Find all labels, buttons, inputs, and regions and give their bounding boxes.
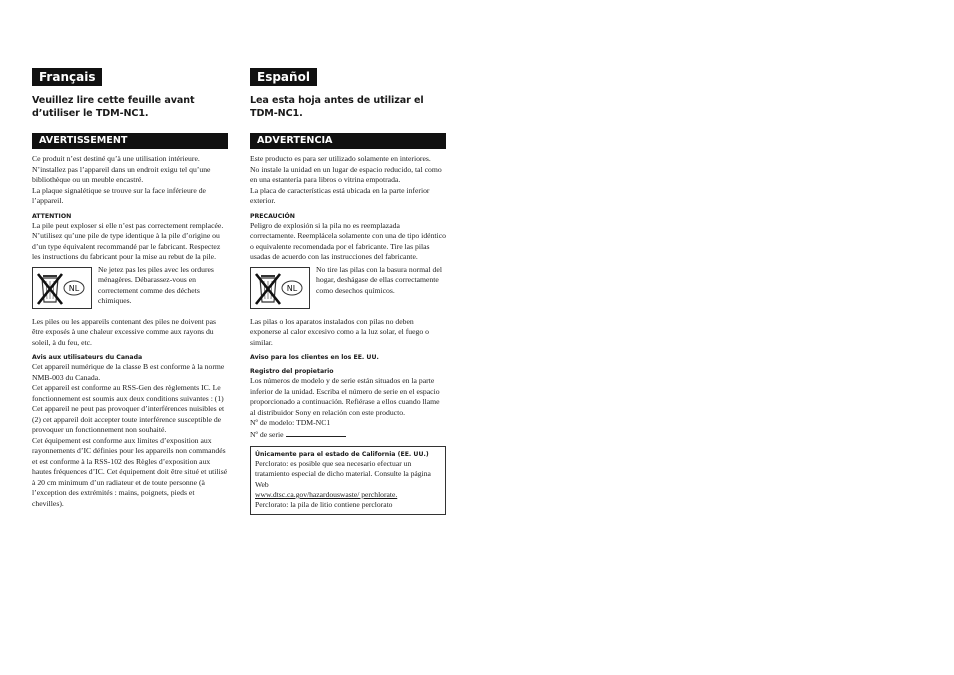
french-column [32,68,228,509]
crossed-bin-icon [250,267,310,309]
warning-paragraph: N’installez pas l’appareil dans un endroit exigu tel qu’une bibliothèque ou un meuble encastré. [32,164,211,184]
canada-paragraph: Cet appareil est conforme au RSS-Gen des règlements IC. Le fonctionnement est soumis aux deux conditions suivantes : (1) Cet appareil ne peut pas provoquer d’interférences nuisibles et (2) cet appareil doit accepter toute interférence susceptible de provoquer un fonctionnement non souhaité. [32,383,225,434]
owner-record-heading: Registro del propietario [250,368,334,375]
warning-bar: ADVERTENCIA [250,133,446,149]
california-paragraph: Perclorato: es posible que sea necesario efectuar un tratamiento especial de dicho material. Consulte la página Web [255,459,431,489]
warning-content [32,154,228,509]
california-link-line [255,490,441,500]
bin-label-text: NL [68,283,80,293]
warning-bar: AVERTISSEMENT [32,133,228,149]
battery-disposal-row [32,264,228,309]
battery-disposal-row [250,264,446,309]
warning-content [250,154,446,515]
spanish-column [250,68,446,515]
california-notice-box [250,446,446,515]
attention-paragraph: La pile peut exploser si elle n’est pas correctement remplacée. N’utilisez qu’une pile de type identique à la pile d’origine ou d’un type équivalent recommandé par le fabricant. Respectez les instructions du fabricant pour la mise au rebut de la pile. [32,220,224,261]
caution-heading: PRECAUCIÓN [250,212,295,220]
intro-heading: Veuillez lire cette feuille avant d’utiliser le TDM-NC1. [32,95,195,119]
canada-heading: Avis aux utilisateurs du Canada [32,354,143,361]
intro-heading: Lea esta hoja antes de utilizar el TDM-NC1. [250,95,424,119]
warning-paragraph: La placa de características está ubicada en la parte inferior exterior. [250,185,430,205]
owner-record-paragraph: Los números de modelo y de serie están situados en la parte inferior de la unidad. Escriba el número de serie en el espacio proporcionado a continuación. Refiérase a ellos cuando llame al distribuidor Sony en relación con este producto. [250,376,440,417]
serial-number-blank [286,429,346,437]
usa-heading: Aviso para los clientes en los EE. UU. [250,354,379,361]
serial-number-label: Nº de serie [250,429,284,439]
battery-disposal-text: No tire las pilas con la basura normal del hogar, deshágase de ellas correctamente como desechos químicos. [316,264,442,295]
warning-paragraph: La plaque signalétique se trouve sur la face inférieure de l’appareil. [32,185,206,205]
canada-paragraph: Cet équipement est conforme aux limites d’exposition aux rayonnements d’IC définies pour les appareils non commandés et est conforme à la RSS-102 des Règles d’exposition aux hautes fréquences d’IC. Cet équipement doit être situé et utilisé à 20 cm minimum d’un radiateur et de toute personne (à l’exception des extrémités : mains, poignets, pieds et chevilles). [32,435,228,508]
language-tab-french: Français [32,68,102,86]
attention-heading: ATTENTION [32,212,72,220]
bin-label-text: NL [286,283,298,293]
heat-warning-paragraph: Les piles ou les appareils contenant des piles ne doivent pas être exposés à une chaleur excessive comme aux rayons du soleil, à du feu, etc. [32,316,217,347]
canada-paragraph: Cet appareil numérique de la classe B est conforme à la norme NMB-003 du Canada. [32,362,225,382]
crossed-bin-icon [32,267,92,309]
caution-paragraph: Peligro de explosión si la pila no es reemplazada correctamente. Reemplácela solamente con una de tipo idéntico o equivalente recomendada por el fabricante. Tire las pilas usadas de acuerdo con las instrucciones del fabricante. [250,220,446,261]
model-number-line: Nº de modelo: TDM-NC1 [250,418,331,427]
warning-paragraph: No instale la unidad en un lugar de espacio reducido, tal como en una estantería para libros o vitrina empotrada. [250,164,442,184]
language-tab-spanish: Español [250,68,317,86]
california-paragraph: Perclorato: la pila de litio contiene perclorato [255,500,393,510]
california-heading: Únicamente para el estado de California (EE. UU.) [255,451,429,458]
warning-paragraph: Ce produit n’est destiné qu’à une utilisation intérieure. [32,154,200,163]
battery-disposal-text: Ne jetez pas les piles avec les ordures ménagères. Débarassez-vous en correctement comme des déchets chimiques. [98,264,214,305]
warning-paragraph: Este producto es para ser utilizado solamente en interiores. [250,154,431,163]
dtsc-link[interactable]: www.dtsc.ca.gov/hazardouswaste/ perchlorate. [255,489,398,499]
heat-warning-paragraph: Las pilas o los aparatos instalados con pilas no deben exponerse al calor excesivo como a la luz solar, el fuego o similar. [250,316,429,347]
serial-number-line [250,429,446,441]
